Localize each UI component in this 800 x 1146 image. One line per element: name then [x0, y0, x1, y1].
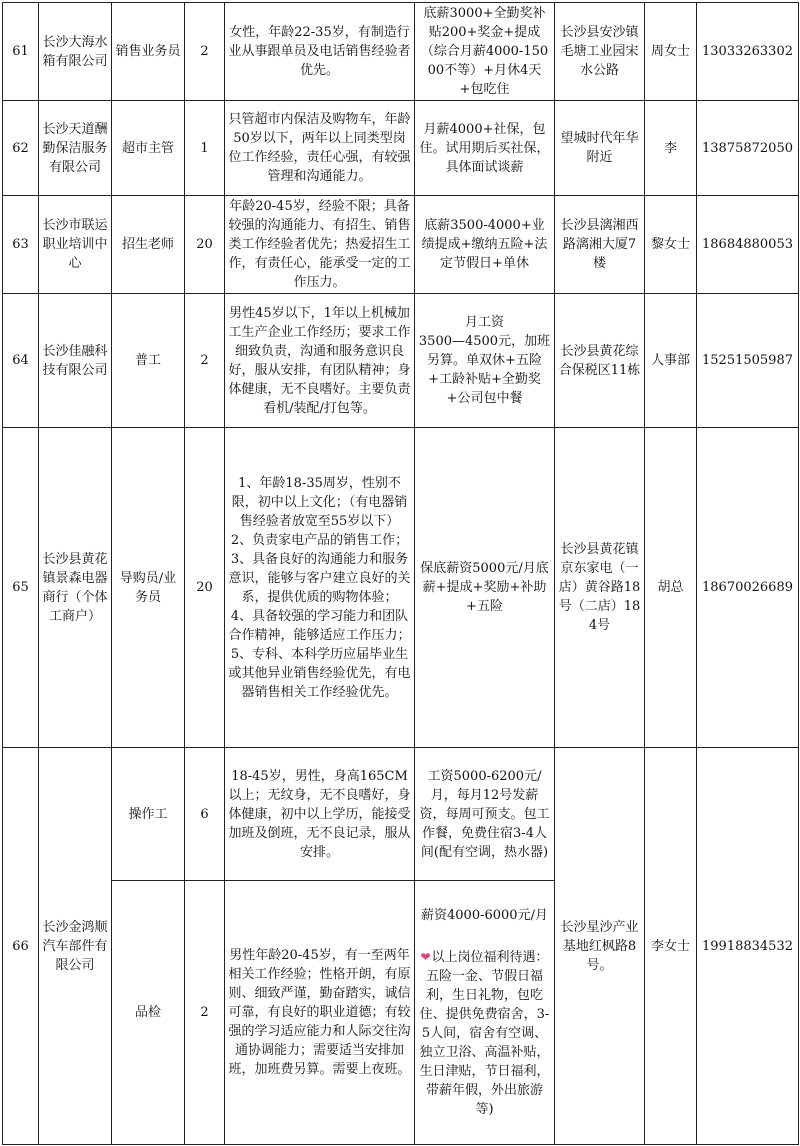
- contact-person: 周女士: [645, 3, 697, 101]
- requirements: 男性年龄20-45岁，有一至两年相关工作经验；性格开朗，有原则、细致严谨，勤奋踏实，诚信可靠，有良好的职业道德；有较强的学习适应能力和人际交往沟通协调能力；需要适当安排加班，加班费另算。需要上夜班。: [225, 881, 415, 1145]
- heart-icon: ❤: [420, 950, 431, 964]
- job-listing-table: [2, 2, 799, 1145]
- row-number: 65: [3, 428, 39, 748]
- contact-phone: 13875872050: [697, 101, 799, 196]
- requirements: 1、年龄18-35周岁，性别不限，初中以上文化；（有电器销售经验者放宽至55岁以下） 2、负责家电产品的销售工作； 3、具备良好的沟通能力和服务意识，能够与客户建立良好的关系，提供优质的购物体验； 4、具备较强的学习能力和团队合作精神，能够适应工作压力； 5、专科、本科学历应届毕业生或其他异业销售经验优先，有电器销售相关工作经验优先。: [225, 428, 415, 748]
- requirements: 年龄20-45岁，经验不限；具备较强的沟通能力、有招生、销售类工作经验者优先；热爱招生工作，有责任心，能承受一定的工作压力。: [225, 196, 415, 294]
- table-row: [3, 428, 799, 748]
- headcount: 20: [185, 196, 225, 294]
- headcount: 2: [185, 294, 225, 428]
- position-name: 超市主管: [112, 101, 185, 196]
- contact-person: 黎女士: [645, 196, 697, 294]
- row-number: 62: [3, 101, 39, 196]
- headcount: 6: [185, 748, 225, 881]
- salary-benefits: 月工资 3500—4500元，加班另算。单双休+五险+工龄补贴+全勤奖+公司包中餐: [415, 294, 555, 428]
- row-number: 64: [3, 294, 39, 428]
- position-name: 操作工: [112, 748, 185, 881]
- contact-phone: 19918834532: [697, 748, 799, 1145]
- work-address: 长沙星沙产业基地红枫路8号。: [555, 748, 645, 1145]
- work-address: 长沙县安沙镇毛塘工业园宋水公路: [555, 3, 645, 101]
- salary-benefits: 月薪4000+社保，包住。试用期后买社保，具体面试谈薪: [415, 101, 555, 196]
- contact-person: 胡总: [645, 428, 697, 748]
- contact-phone: 15251505987: [697, 294, 799, 428]
- row-number: 63: [3, 196, 39, 294]
- company-name: 长沙佳融科技有限公司: [39, 294, 112, 428]
- row-number: 66: [3, 748, 39, 1145]
- requirements: 只管超市内保洁及购物车，年龄50岁以下，两年以上同类型岗位工作经验，责任心强，有较强管理和沟通能力。: [225, 101, 415, 196]
- table-row: [3, 101, 799, 196]
- contact-person: 李: [645, 101, 697, 196]
- benefits-detail: 以上岗位福利待遇： 五险一金、节假日福利，生日礼物，包吃住、提供免费宿舍，3-5人间，宿舍有空调、独立卫浴、高温补贴，生日津贴，节日福利，带薪年假，外出旅游等): [419, 950, 550, 1117]
- position-name: 销售业务员: [112, 3, 185, 101]
- salary-range: 薪资4000-6000元/月: [421, 908, 548, 923]
- contact-phone: 18670026689: [697, 428, 799, 748]
- table-row: [3, 3, 799, 101]
- company-name: 长沙县黄花镇景森电器商行（个体工商户）: [39, 428, 112, 748]
- contact-phone: 13033263302: [697, 3, 799, 101]
- requirements: 女性，年龄22-35岁，有制造行业从事跟单员及电话销售经验者优先。: [225, 3, 415, 101]
- contact-person: 李女士: [645, 748, 697, 1145]
- benefits-text: [418, 948, 551, 1119]
- salary-benefits: 底薪3500-4000+业绩提成+缴纳五险+法定节假日+单休: [415, 196, 555, 294]
- work-address: 长沙县黄花综合保税区11栋: [555, 294, 645, 428]
- work-address: 长沙县漓湘西路漓湘大厦7楼: [555, 196, 645, 294]
- work-address: 望城时代年华附近: [555, 101, 645, 196]
- salary-benefits: [415, 881, 555, 1145]
- position-name: 招生老师: [112, 196, 185, 294]
- headcount: 1: [185, 101, 225, 196]
- headcount: 2: [185, 3, 225, 101]
- company-name: 长沙天道酬勤保洁服务有限公司: [39, 101, 112, 196]
- company-name: 长沙金鸿顺汽车部件有限公司: [39, 748, 112, 1145]
- salary-benefits: 底薪3000+全勤奖补贴200+奖金+提成（综合月薪4000-15000不等）+月休4天+包吃住: [415, 3, 555, 101]
- requirements: 18-45岁，男性，身高165CM以上；无纹身，无不良嗜好，身体健康，初中以上学历，能接受加班及倒班，无不良记录，服从安排。: [225, 748, 415, 881]
- requirements: 男性45岁以下，1年以上机械加工生产企业工作经历；要求工作细致负责，沟通和服务意识良好，服从安排，有团队精神；身体健康，无不良嗜好。主要负责看机/装配/打包等。: [225, 294, 415, 428]
- salary-benefits: 工资5000-6200元/月，每月12号发薪资，每周可预支。包工作餐，免费住宿3-4人间(配有空调，热水器): [415, 748, 555, 881]
- salary-benefits: 保底薪资5000元/月底薪+提成+奖励+补助+五险: [415, 428, 555, 748]
- headcount: 20: [185, 428, 225, 748]
- row-number: 61: [3, 3, 39, 101]
- company-name: 长沙市联运职业培训中心: [39, 196, 112, 294]
- company-name: 长沙大海水箱有限公司: [39, 3, 112, 101]
- table-row: [3, 294, 799, 428]
- work-address: 长沙县黄花镇京东家电（一店）黄谷路18号（二店）184号: [555, 428, 645, 748]
- table-row: [3, 196, 799, 294]
- contact-phone: 18684880053: [697, 196, 799, 294]
- position-name: 普工: [112, 294, 185, 428]
- position-name: 品检: [112, 881, 185, 1145]
- position-name: 导购员/业务员: [112, 428, 185, 748]
- headcount: 2: [185, 881, 225, 1145]
- table-row: [3, 748, 799, 881]
- contact-person: 人事部: [645, 294, 697, 428]
